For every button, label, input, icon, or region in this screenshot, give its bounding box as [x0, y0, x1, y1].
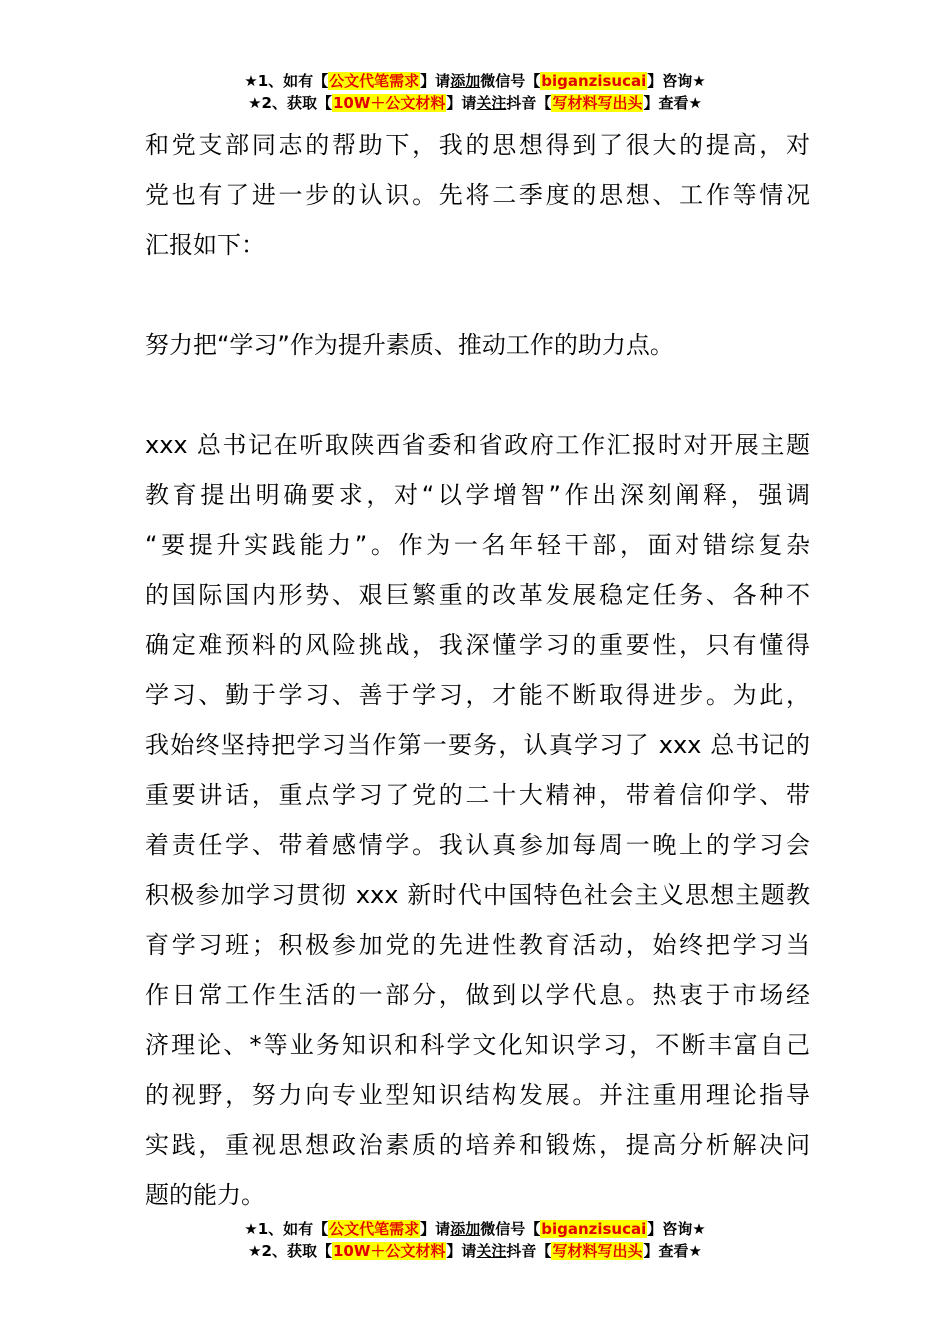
- header-banner: [0, 70, 950, 114]
- text-line: 的视野，努力向专业型知识结构发展。并注重用理论指导: [145, 1081, 810, 1109]
- text-line: 汇报如下：: [145, 231, 265, 259]
- header-line-2-prefix: ★2、获取【: [248, 94, 332, 112]
- footer-line-2-suffix: 】查看★: [643, 1242, 702, 1260]
- header-highlight-wechat-id: biganzisucai: [541, 72, 647, 90]
- text-line: 题的能力。: [145, 1181, 265, 1209]
- header-line-1-suffix: 】咨询★: [647, 72, 706, 90]
- footer-highlight-materials: 10W＋公文材料: [332, 1242, 446, 1260]
- header-line-2-text: 】请: [446, 94, 477, 112]
- text-line: xxx 总书记在听取陕西省委和省政府工作汇报时对开展主题: [145, 431, 810, 459]
- header-line-1: [0, 70, 950, 92]
- footer-banner: [0, 1218, 950, 1262]
- footer-underline-add: 添加: [450, 1220, 481, 1238]
- footer-underline-follow: 关注: [476, 1242, 507, 1260]
- paragraph-main: [145, 420, 810, 1220]
- text-line: 和党支部同志的帮助下，我的思想得到了很大的提高，对: [145, 131, 810, 159]
- footer-highlight-douyin: 写材料写出头: [552, 1242, 643, 1260]
- text-line: 教育提出明确要求，对“以学增智”作出深刻阐释，强调: [145, 481, 810, 509]
- text-line: 学习、勤于学习、善于学习，才能不断取得进步。为此，: [145, 681, 810, 709]
- footer-line-1-text-2: 微信号【: [480, 1220, 541, 1238]
- paragraph-intro: [145, 120, 810, 270]
- text-line: 积极参加学习贯彻 xxx 新时代中国特色社会主义思想主题教: [145, 881, 810, 909]
- header-underline-follow: 关注: [476, 94, 507, 112]
- text-line: 党也有了进一步的认识。先将二季度的思想、工作等情况: [145, 181, 810, 209]
- text-line: 确定难预料的风险挑战，我深懂学习的重要性，只有懂得: [145, 631, 810, 659]
- header-line-2: [0, 92, 950, 114]
- text-line: 实践，重视思想政治素质的培养和锻炼，提高分析解决问: [145, 1131, 810, 1159]
- footer-line-2-text: 】请: [446, 1242, 477, 1260]
- header-underline-add: 添加: [450, 72, 481, 90]
- footer-line-1-text: 】请: [420, 1220, 451, 1238]
- footer-line-1-suffix: 】咨询★: [647, 1220, 706, 1238]
- footer-line-2-text-2: 抖音【: [506, 1242, 552, 1260]
- header-line-2-text-2: 抖音【: [506, 94, 552, 112]
- header-line-1-text: 】请: [420, 72, 451, 90]
- footer-line-2-prefix: ★2、获取【: [248, 1242, 332, 1260]
- text-line: “要提升实践能力”。作为一名年轻干部，面对错综复杂: [145, 531, 810, 559]
- footer-line-1: [0, 1218, 950, 1240]
- footer-highlight-service: 公文代笔需求: [329, 1220, 420, 1238]
- header-line-1-text-2: 微信号【: [480, 72, 541, 90]
- header-highlight-materials: 10W＋公文材料: [332, 94, 446, 112]
- footer-highlight-wechat-id: biganzisucai: [541, 1220, 647, 1238]
- paragraph-heading: [145, 320, 810, 370]
- header-line-1-prefix: ★1、如有【: [244, 72, 329, 90]
- text-line: 作日常工作生活的一部分，做到以学代息。热衷于市场经: [145, 981, 810, 1009]
- text-line: 的国际国内形势、艰巨繁重的改革发展稳定任务、各种不: [145, 581, 810, 609]
- header-highlight-douyin: 写材料写出头: [552, 94, 643, 112]
- text-line: 育学习班；积极参加党的先进性教育活动，始终把学习当: [145, 931, 810, 959]
- text-line: 着责任学、带着感情学。我认真参加每周一晚上的学习会: [145, 831, 810, 859]
- header-highlight-service: 公文代笔需求: [329, 72, 420, 90]
- footer-line-1-prefix: ★1、如有【: [244, 1220, 329, 1238]
- footer-line-2: [0, 1240, 950, 1262]
- section-heading: 努力把“学习”作为提升素质、推动工作的助力点。: [145, 331, 674, 359]
- text-line: 济理论、*等业务知识和科学文化知识学习，不断丰富自己: [145, 1031, 810, 1059]
- text-line: 我始终坚持把学习当作第一要务，认真学习了 xxx 总书记的: [145, 731, 810, 759]
- header-line-2-suffix: 】查看★: [643, 94, 702, 112]
- text-line: 重要讲话，重点学习了党的二十大精神，带着信仰学、带: [145, 781, 810, 809]
- document-body: [145, 120, 810, 1220]
